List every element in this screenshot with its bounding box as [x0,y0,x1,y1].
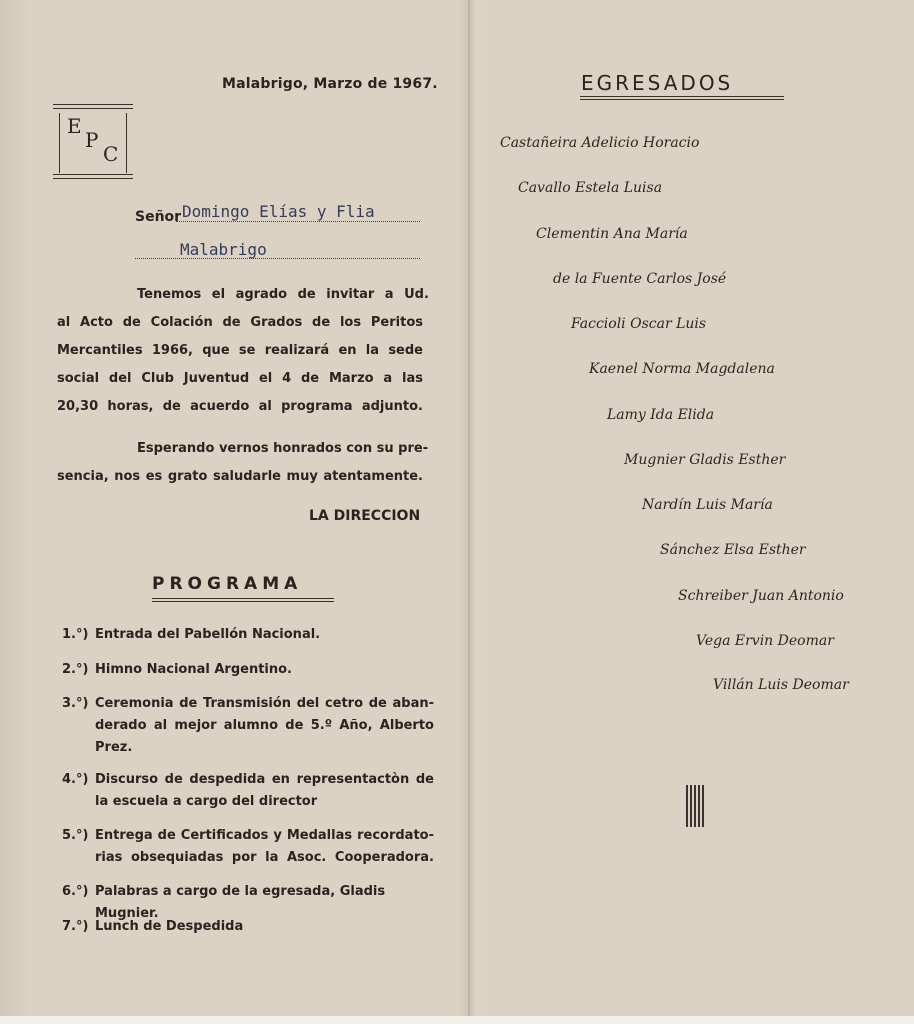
graduate-name: Cavallo Estela Luisa [518,180,663,196]
programa-item-number: 5.°) [62,828,89,843]
programa-item-5 [62,825,434,869]
graduate-name: Nardín Luis María [642,497,773,513]
salutation: Señor [135,209,182,225]
logo-letter-p: P [85,128,99,152]
printer-mark [686,785,706,827]
programa-item-number: 2.°) [62,662,89,677]
programa-item-text: la escuela a cargo del director [95,794,318,809]
programa-item-text: Entrada del Pabellón Nacional. [95,627,321,642]
egresados-title: EGRESADOS [581,71,734,95]
programa-item-1 [62,624,434,646]
page-fold [468,0,470,1024]
programa-item-text: Entrega de Certificados y Medallas recordato- [95,828,434,843]
programa-title-underline [152,598,334,602]
closing-line: Esperando vernos honrados con su pre- [137,441,429,456]
programa-item-text: derado al mejor alumno de 5.º Año, Alberto [95,718,434,733]
programa-item-7 [62,916,434,938]
graduate-name: Faccioli Oscar Luis [571,316,707,332]
addressee-name: Domingo Elías y Flia [182,202,375,221]
programa-item-number: 6.°) [62,884,89,899]
invitation-date: Malabrigo, Marzo de 1967. [222,76,438,92]
invitation-body [57,281,429,421]
programa-item-2 [62,659,434,681]
graduate-name: Villán Luis Deomar [713,677,849,693]
graduate-name: Kaenel Norma Magdalena [589,361,775,377]
addressee-line-2 [135,258,420,259]
logo-letter-e: E [67,114,82,138]
programa-item-text: rias obsequiadas por la Asoc. Cooperadora. [95,850,434,865]
programa-item-number: 3.°) [62,696,89,711]
graduate-name: de la Fuente Carlos José [553,271,727,287]
graduate-name: Schreiber Juan Antonio [678,588,844,604]
programa-item-text: Prez. [95,740,133,755]
body-line: social del Club Juventud el 4 de Marzo a las [57,371,423,386]
programa-item-4 [62,769,434,813]
body-line: 20,30 horas, de acuerdo al programa adjunto. [57,399,423,414]
programa-item-number: 4.°) [62,772,89,787]
invitation-closing [57,435,429,491]
programa-title: PROGRAMA [152,574,303,594]
addressee-line-1 [176,221,420,222]
programa-item-text: Palabras a cargo de la egresada, Gladis Mugnier. [95,884,386,921]
programa-item-text: Discurso de despedida en representactòn de [95,772,434,787]
programa-item-number: 1.°) [62,627,89,642]
programa-item-number: 7.°) [62,919,89,934]
body-line: Mercantiles 1966, que se realizará en la sede [57,343,423,358]
graduate-name: Vega Ervin Deomar [696,633,834,649]
paper-edge [0,1016,914,1024]
graduate-name: Sánchez Elsa Esther [660,542,806,558]
programa-item-text: Ceremonia de Transmisión del cetro de aban- [95,696,434,711]
graduate-name: Mugnier Gladis Esther [624,452,786,468]
logo-letter-c: C [103,142,119,166]
addressee-town: Malabrigo [180,240,267,259]
body-line: al Acto de Colación de Grados de los Peritos [57,315,423,330]
closing-line: sencia, nos es grato saludarle muy atentamente. [57,469,423,484]
signature: LA DIRECCION [309,508,421,524]
body-line: Tenemos el agrado de invitar a Ud. [137,287,429,302]
programa-item-text: Lunch de Despedida [95,919,244,934]
egresados-title-underline [580,96,784,100]
school-logo [53,104,133,179]
programa-item-text: Himno Nacional Argentino. [95,662,292,677]
graduate-name: Clementin Ana María [536,226,688,242]
graduate-name: Castañeira Adelicio Horacio [500,135,700,151]
graduate-name: Lamy Ida Elida [607,407,715,423]
programa-item-3 [62,693,434,759]
